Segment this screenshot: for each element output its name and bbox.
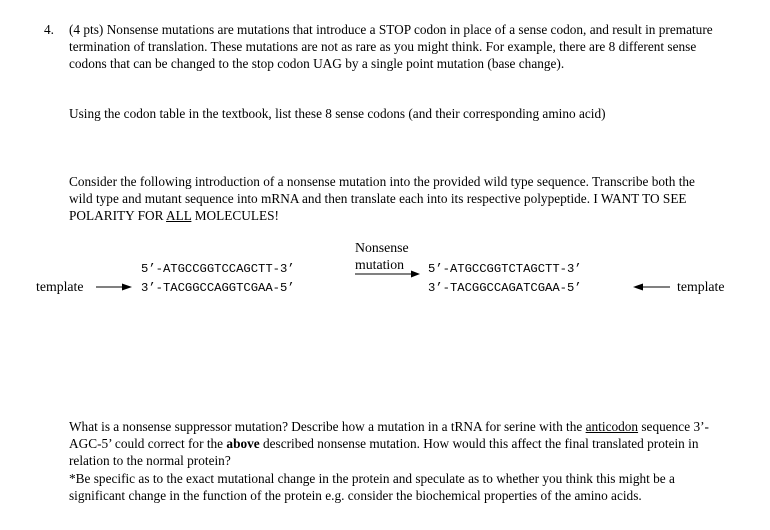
part-b-text: Consider the following introduction of a nonsense mutation into the provided wild type sequence. Transcribe both the wild type and mutant sequence into mRNA and then translate each into its respective polypeptide. I WANT TO SEE POLARITY FOR bbox=[69, 174, 695, 224]
wild-type-bottom-strand: 3’-TACGGCCAGGTCGAA-5’ bbox=[141, 281, 295, 295]
arrow-label-mutation: mutation bbox=[355, 257, 405, 272]
mutation-arrow bbox=[355, 271, 420, 278]
arrow-label-nonsense: Nonsense bbox=[355, 240, 409, 255]
all-emphasis: ALL bbox=[166, 208, 192, 224]
part-c-note: *Be specific as to the exact mutational change in the protein and speculate as to whether you think this might be a significant change in the function of the protein e.g. consider the biochemical properties of the amino acids. bbox=[69, 470, 675, 503]
part-c-text-3: described nonsense mutation. How would this affect the final translated protein in relation to the normal protein? bbox=[69, 436, 699, 469]
anticodon-term: anticodon bbox=[585, 419, 639, 434]
wild-type-top-strand: 5’-ATGCCGGTCCAGCTT-3’ bbox=[141, 262, 295, 276]
left-template-arrow bbox=[96, 284, 132, 291]
question-number: 4. bbox=[44, 22, 54, 37]
part-a-prompt: Using the codon table in the textbook, list these 8 sense codons (and their corresponding amino acid) bbox=[69, 106, 606, 121]
part-c-text-2: sequence 3’-AGC-5’ could correct for the bbox=[69, 419, 709, 452]
right-template-label: template bbox=[677, 279, 725, 294]
part-c-text-1: What is a nonsense suppressor mutation? Describe how a mutation in a tRNA for serine with the bbox=[69, 419, 586, 434]
mutant-top-strand: 5’-ATGCCGGTCTAGCTT-3’ bbox=[428, 262, 582, 276]
part-c-prompt bbox=[69, 418, 729, 504]
points-label: (4 pts) bbox=[69, 22, 104, 37]
part-b-end: MOLECULES! bbox=[191, 208, 279, 224]
intro-text: Nonsense mutations are mutations that introduce a STOP codon in place of a sense codon, and result in premature termination of translation. These mutations are not as rare as you might think. For example, there are 8 different sense codons that can be changed to the stop codon UAG by a single point mutation (base change). bbox=[69, 22, 713, 72]
mutant-bottom-strand: 3’-TACGGCCAGATCGAA-5’ bbox=[428, 281, 582, 295]
left-template-label: template bbox=[36, 279, 84, 294]
above-emphasis: above bbox=[226, 436, 260, 452]
right-template-arrow bbox=[633, 284, 670, 291]
